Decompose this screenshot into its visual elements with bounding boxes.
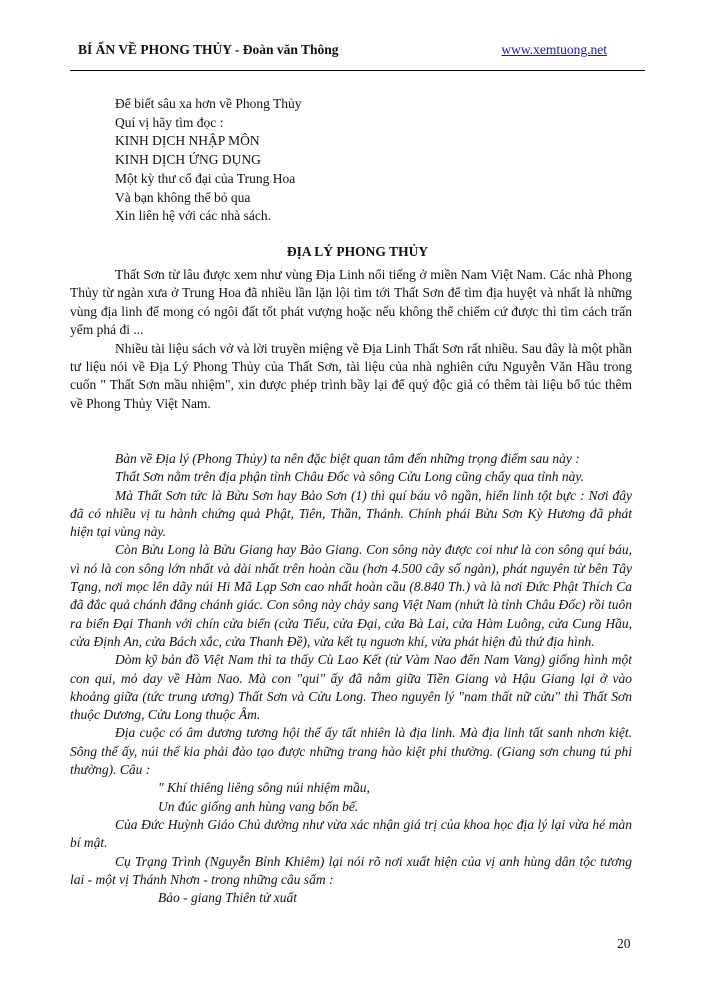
intro-line: Một kỳ thư cổ đại của Trung Hoa: [115, 170, 296, 186]
verse-line: Un đúc giống anh hùng vang bốn bể.: [158, 798, 359, 814]
intro-line: KINH DỊCH ỨNG DỤNG: [115, 152, 261, 168]
intro-line: Và bạn không thể bỏ qua: [115, 189, 251, 205]
italic-paragraph: Của Đức Huỳnh Giáo Chủ dường như vừa xác nhận giá trị của khoa học địa lý lại vừa hé màn bí mật.: [70, 816, 632, 851]
verse-line: " Khí thiêng liêng sông núi nhiệm mầu,: [158, 780, 370, 796]
verse-line: Bảo - giang Thiên tử xuất: [158, 890, 297, 906]
section-title: ĐỊA LÝ PHONG THỦY: [286, 244, 429, 259]
italic-paragraph: Thất Sơn nằm trên địa phận tỉnh Châu Đốc và sông Cửu Long cũng chẩy qua tỉnh này.: [115, 469, 585, 485]
header-url-link[interactable]: www.xemtuong.net: [501, 42, 607, 57]
page-header: [70, 42, 645, 62]
body-text: [70, 266, 632, 413]
page-number: 20: [617, 936, 631, 951]
italic-paragraph: Dòm kỹ bản đồ Việt Nam thì ta thấy Cù Lao Kết (từ Vàm Nao đến Nam Vang) giống hình một con qui, mỏ day về Hàm Nao. Mà con "qui" ấy đã nằm giữa Tiền Giang và Hậu Giang lại ở vào khoảng giữa (tức trung ương) Thất Sơn và Cửu Long. Theo nguyên lý "nam thất nữ cửu" thì Thất Sơn thuộc Dương, Cửu Long thuộc Âm.: [70, 652, 632, 723]
body-paragraph: Nhiều tài liệu sách vở và lời truyền miệng về Địa Linh Thất Sơn rất nhiều. Sau đây là một phần tư liệu nói về Địa Lý Phong Thủy của Thất Sơn, tài liệu của nhà nghiên cứu Nguyễn Văn Hầu trong cuốn " Thất Sơn mầu nhiệm", xin được phép trình bầy lại để quý độc giả có thêm tài liệu bổ túc thêm về Phong Thủy Việt Nam.: [70, 340, 632, 411]
intro-line: Để biết sâu xa hơn về Phong Thủy: [115, 96, 302, 111]
intro-line: Xin liên hệ với các nhà sách.: [115, 208, 271, 224]
italic-paragraph: Cụ Trạng Trình (Nguyễn Bỉnh Khiêm) lại nói rõ nơi xuất hiện của vị anh hùng dân tộc tương lai - một vị Thánh Nhơn - trong những câu sấm :: [70, 853, 632, 887]
intro-line: Quí vị hãy tìm đọc :: [115, 114, 224, 130]
header-divider: [70, 70, 645, 71]
italic-paragraph: Địa cuộc có âm dương tương hội thế ấy tất nhiên là địa linh. Mà địa linh tất sanh nhơn kiệt. Sông thế ấy, núi thế kia phải đào tạo được những trang hào kiệt phi thường. (Giang sơn chung tú phi thường). Câu :: [70, 725, 632, 778]
header-title: BÍ ẨN VỀ PHONG THỦY - Đoàn văn Thông: [78, 42, 339, 57]
italic-paragraph: Mà Thất Sơn tức là Bửu Sơn hay Bảo Sơn (1) thì quí báu vô ngần, hiển linh tột bực : Nơi đây đã có nhiều vị tu hành chứng quả Phật, Tiên, Thần, Thánh. Chính phái Bửu Sơn Kỳ Hương đã phát hiện tại vùng này.: [70, 487, 632, 540]
intro-block: [115, 95, 302, 226]
intro-line: KINH DỊCH NHẬP MÔN: [115, 133, 260, 149]
quoted-passage: [70, 450, 632, 907]
body-paragraph: Thất Sơn từ lâu được xem như vùng Địa Linh nổi tiếng ở miền Nam Việt Nam. Các nhà Phong Thủy từ ngàn xưa ở Trung Hoa đã nhiều lần lặn lội tìm tới Thất Sơn để tìm địa huyệt và nhất là những vùng địa linh để mong có ngôi đất tốt phát vượng hoặc nếu không thể chiếm cứ được thì tìm cách trấn yểm phá đi ...: [70, 267, 632, 338]
italic-paragraph: Còn Bửu Long là Bửu Giang hay Bảo Giang. Con sông này được coi như là con sông quí báu, vì nó là con sông lớn nhất và dài nhất trên hoàn cầu (hơn 4.500 cây số ngàn), phát nguyên từ bên Tây Tạng, nơi mọc lên dãy núi Hi Mã Lạp Sơn cao nhất hoàn cầu (8.840 Th.) và là nơi Đức Phật Thích Ca đã đắc quả chánh đẳng chánh giác. Con sông này chảy sang Việt Nam (nhứt là tỉnh Châu Đốc) rồi tuôn ra biển Đại Thanh với chín cửa biển (cửa Tiểu, cửa Đại, cửa Bà Lai, cửa Hàm Luông, cửa Cung Hầu, cửa Định An, cửa Bách xắc, cửa Thanh Đề), vừa kết tụ nguơn khí, vừa phát hiện đủ thứ địa hình.: [70, 542, 632, 649]
italic-paragraph: Bàn về Địa lý (Phong Thủy) ta nên đặc biệt quan tâm đến những trọng điểm sau này :: [115, 451, 580, 466]
